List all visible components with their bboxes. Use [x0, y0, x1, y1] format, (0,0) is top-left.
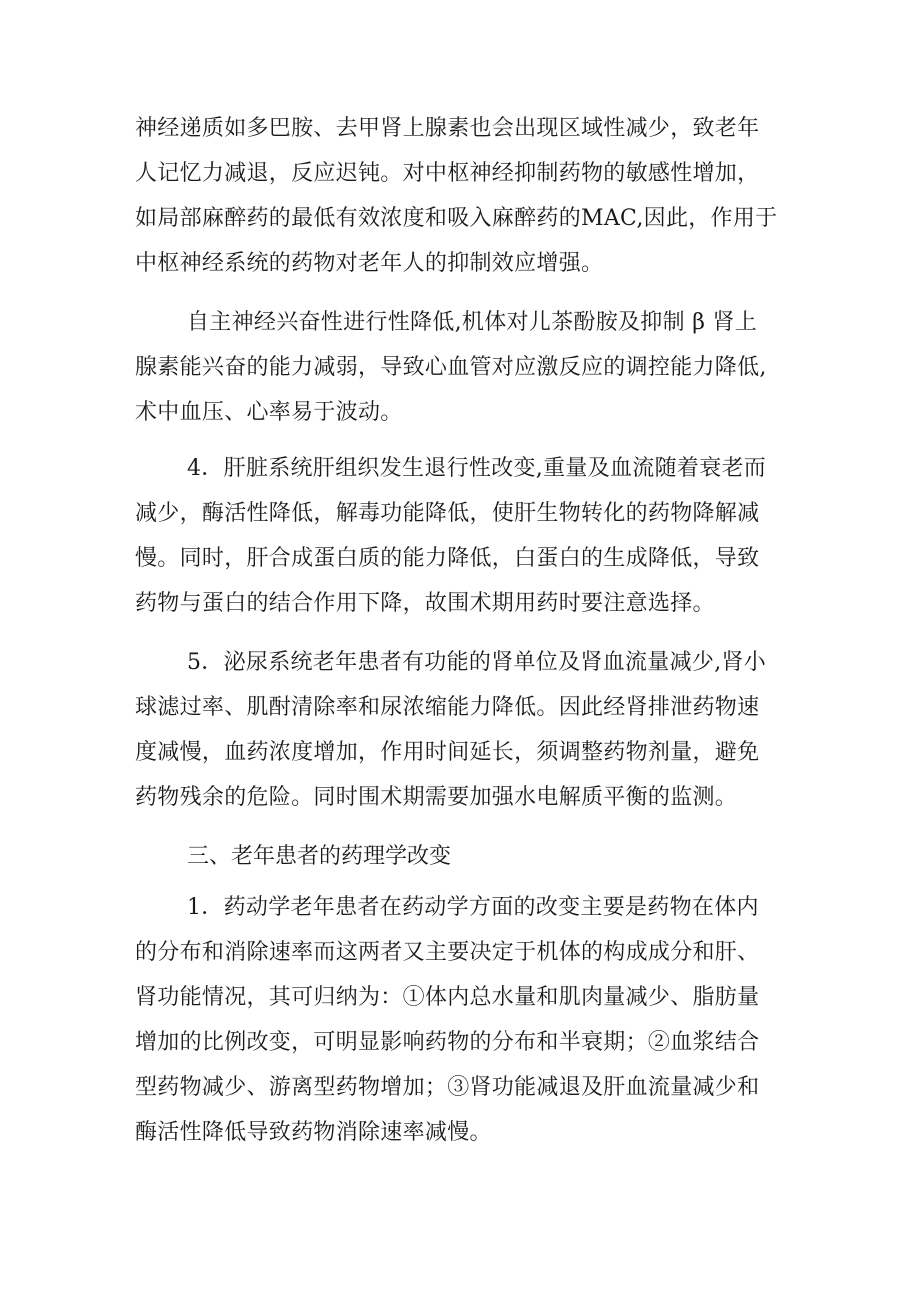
text-line: 减少，酶活性降低，解毒功能降低，使肝生物转化的药物降解减 [135, 501, 760, 526]
text-line: 肾功能情况，其可归纳为：①体内总水量和肌肉量减少、脂肪量 [135, 985, 760, 1010]
text-line: 酶活性降低导致药物消除速率减慢。 [135, 1120, 492, 1145]
text-line: 增加的比例改变，可明显影响药物的分布和半衰期；②血浆结合 [135, 1030, 760, 1055]
text-line: 自主神经兴奋性进行性降低,机体对儿茶酚胺及抑制 β 肾上 [187, 310, 758, 335]
text-line: 术中血压、心率易于波动。 [135, 400, 403, 425]
section-heading: 三、老年患者的药理学改变 [187, 844, 452, 869]
text-line: 4．肝脏系统肝组织发生退行性改变,重量及血流随着衰老而 [187, 456, 767, 481]
text-line: 1．药动学老年患者在药动学方面的改变主要是药物在体内 [187, 895, 759, 920]
text-line: 如局部麻醉药的最低有效浓度和吸入麻醉药的MAC,因此，作用于 [135, 206, 778, 231]
text-line: 中枢神经系统的药物对老年人的抑制效应增强。 [135, 251, 604, 276]
text-line: 药物与蛋白的结合作用下降，故围术期用药时要注意选择。 [135, 591, 715, 616]
paragraph-liver-system [135, 446, 795, 626]
text-line: 球滤过率、肌酎清除率和尿浓缩能力降低。因此经肾排泄药物速 [135, 695, 760, 720]
text-line: 慢。同时，肝合成蛋白质的能力降低，白蛋白的生成降低，导致 [135, 546, 760, 571]
paragraph-autonomic-nervous [135, 300, 795, 435]
text-line: 5．泌尿系统老年患者有功能的肾单位及肾血流量减少,肾小 [187, 650, 767, 675]
text-line: 人记忆力减退，反应迟钝。对中枢神经抑制药物的敏感性增加， [135, 161, 760, 186]
paragraph-urinary-system [135, 640, 795, 820]
paragraph-cns-effects [135, 106, 795, 286]
paragraph-pharmacokinetics [135, 885, 795, 1155]
text-line: 药物残余的危险。同时围术期需要加强水电解质平衡的监测。 [135, 785, 738, 810]
text-line: 神经递质如多巴胺、去甲肾上腺素也会出现区域性减少，致老年 [135, 116, 760, 141]
text-line: 的分布和消除速率而这两者又主要决定于机体的构成成分和肝、 [135, 940, 760, 965]
text-line: 度减慢，血药浓度增加，作用时间延长，须调整药物剂量，避免 [135, 740, 760, 765]
text-line: 型药物减少、游离型药物增加；③肾功能减退及肝血流量减少和 [135, 1075, 760, 1100]
text-line: 腺素能兴奋的能力减弱，导致心血管对应激反应的调控能力降低, [135, 355, 767, 380]
